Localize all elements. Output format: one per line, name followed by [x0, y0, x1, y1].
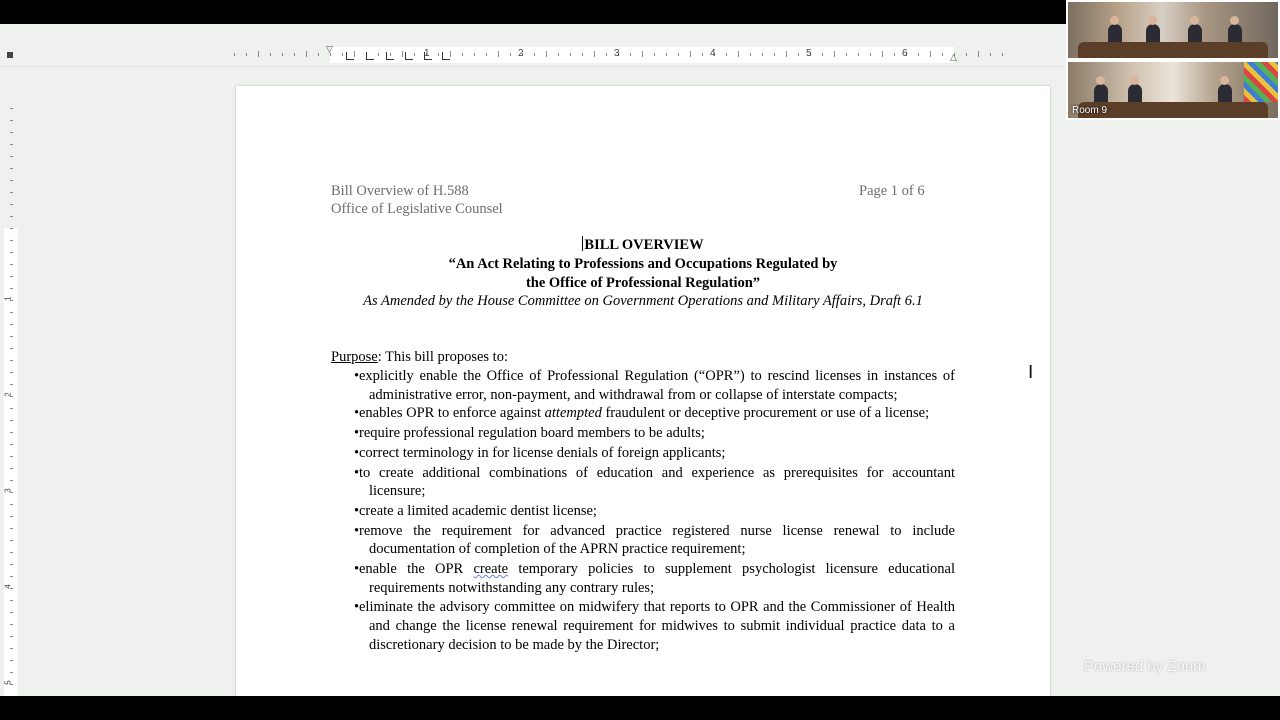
ruler-tick — [342, 53, 343, 56]
vertical-ruler-number: 3 — [3, 488, 13, 493]
ruler-tick — [378, 53, 379, 56]
ruler-tick — [894, 53, 895, 56]
vertical-ruler-number: 2 — [3, 392, 13, 397]
ruler-tick — [690, 51, 691, 57]
ruler-number: 5 — [806, 48, 812, 59]
ruler-tick — [582, 53, 583, 56]
purpose-label: Purpose — [331, 349, 378, 365]
ruler-tick — [438, 53, 439, 56]
vertical-ruler-tick — [10, 648, 13, 649]
vertical-ruler-tick — [10, 168, 13, 169]
ruler-tick — [450, 51, 451, 57]
purpose-line — [331, 348, 508, 367]
list-item — [331, 560, 955, 597]
bottom-black-bar — [0, 696, 1280, 720]
ruler-tick — [978, 51, 979, 57]
document-page[interactable] — [236, 86, 1050, 696]
tab-stop-icon[interactable] — [366, 52, 374, 60]
list-item — [331, 404, 955, 423]
ruler-tick — [738, 51, 739, 57]
list-item-text: fraudulent or deceptive procurement or use of a license; — [605, 405, 930, 422]
list-item: • correct terminology in for license denials of foreign applicants; — [331, 444, 955, 463]
list-item: • require professional regulation board members to be adults; — [331, 424, 955, 443]
ruler-tick — [858, 53, 859, 56]
vertical-ruler-tick — [10, 228, 13, 229]
ruler-tick — [510, 53, 511, 56]
ruler-tick — [678, 53, 679, 56]
ruler-tick — [594, 51, 595, 57]
ruler-tick — [726, 53, 727, 56]
horizontal-ruler[interactable] — [0, 44, 1066, 67]
ruler-tick — [486, 53, 487, 56]
ruler-number: 1 — [424, 48, 430, 59]
vertical-ruler-tick — [10, 216, 13, 217]
vertical-ruler-tick — [10, 420, 13, 421]
tab-selector-icon[interactable] — [7, 52, 13, 58]
list-item: • explicitly enable the Office of Professional Regulation (“OPR”) to rescind licenses in instances of administrative error, non-payment, and withdrawal from or collapse of interstate compacts; — [331, 367, 955, 404]
vertical-ruler-tick — [10, 276, 13, 277]
ruler-tick — [798, 53, 799, 56]
ruler-tick — [990, 53, 991, 56]
document-title — [236, 236, 1050, 255]
page-number: Page 1 of 6 — [859, 183, 925, 199]
ruler-number: 2 — [518, 48, 524, 59]
vertical-ruler-tick — [10, 636, 13, 637]
document-workspace[interactable] — [0, 24, 1280, 696]
ruler-tick — [918, 53, 919, 56]
vertical-ruler-tick — [10, 108, 13, 109]
vertical-ruler-tick — [10, 264, 13, 265]
ruler-tick — [606, 53, 607, 56]
ruler-tick — [570, 53, 571, 56]
ruler-tick — [414, 53, 415, 56]
ruler-number: 4 — [710, 48, 716, 59]
vertical-ruler-tick — [10, 624, 13, 625]
tab-stop-icon[interactable] — [405, 52, 413, 60]
tab-stop-icon[interactable] — [346, 52, 354, 60]
vertical-ruler-tick — [10, 144, 13, 145]
page-header-left — [331, 182, 503, 218]
ruler-tick — [294, 53, 295, 56]
list-item: • create a limited academic dentist license; — [331, 502, 955, 521]
list-item-emphasis: attempted — [544, 405, 602, 422]
ruler-tick — [702, 53, 703, 56]
room-label: Room 9 — [1072, 105, 1108, 116]
vertical-ruler-tick — [10, 324, 13, 325]
vertical-ruler-tick — [10, 252, 13, 253]
vertical-ruler-tick — [10, 312, 13, 313]
header-office: Office of Legislative Counsel — [331, 201, 503, 217]
header-bill-name: Bill Overview of H.588 — [331, 183, 469, 199]
ruler-tick — [666, 53, 667, 56]
vertical-ruler-tick — [10, 456, 13, 457]
ruler-tick — [234, 53, 235, 56]
vertical-ruler-tick — [10, 156, 13, 157]
vertical-ruler-tick — [10, 576, 13, 577]
ruler-number: 6 — [902, 48, 908, 59]
ruler-tick — [786, 51, 787, 57]
vertical-ruler-tick — [10, 240, 13, 241]
vertical-ruler-tick — [10, 348, 13, 349]
ruler-tick — [546, 51, 547, 57]
ruler-tick — [834, 51, 835, 57]
vertical-ruler-tick — [10, 372, 13, 373]
list-item: • remove the requirement for advanced practice registered nurse license renewal to include documentation of completion of the APRN practice requirement; — [331, 522, 955, 559]
ruler-tick — [630, 53, 631, 56]
list-item: • to create additional combinations of education and experience as prerequisites for accountant licensure; — [331, 464, 955, 501]
vertical-ruler-tick — [10, 540, 13, 541]
ruler-tick — [270, 53, 271, 56]
ruler-tick — [306, 51, 307, 57]
right-indent-icon[interactable]: △ — [950, 53, 957, 63]
zoom-watermark: Powered by Zoom — [1084, 658, 1206, 675]
vertical-ruler-tick — [10, 432, 13, 433]
vertical-ruler-tick — [10, 288, 13, 289]
ruler-tick — [474, 53, 475, 56]
vertical-ruler-tick — [10, 504, 13, 505]
ruler-tick — [534, 53, 535, 56]
vertical-ruler-tick — [10, 672, 13, 673]
vertical-ruler-number: 1 — [3, 296, 13, 301]
list-item-text: enable the OPR — [359, 561, 474, 578]
ruler-tick — [282, 53, 283, 56]
video-tile[interactable] — [1068, 2, 1278, 58]
ruler-tick — [246, 53, 247, 56]
vertical-ruler-tick — [10, 180, 13, 181]
vertical-ruler-tick — [10, 360, 13, 361]
ruler-tick — [258, 51, 259, 57]
list-item-text: temporary policies to supplement psychologist licensure educational requirements notwithstanding any contrary rules; — [369, 561, 955, 596]
ruler-tick — [654, 53, 655, 56]
first-line-indent-icon[interactable]: ▽ — [326, 45, 333, 55]
vertical-ruler-tick — [10, 132, 13, 133]
vertical-ruler-tick — [10, 204, 13, 205]
vertical-ruler-tick — [10, 192, 13, 193]
ruler-tick — [966, 53, 967, 56]
vertical-ruler-tick — [10, 564, 13, 565]
list-item-text: enables OPR to enforce against — [359, 405, 545, 422]
tab-stop-icon[interactable] — [424, 52, 432, 60]
ruler-tick — [882, 51, 883, 57]
amended-note: As Amended by the House Committee on Government Operations and Military Affairs, Draft 6.1 — [363, 293, 923, 309]
vertical-ruler-tick — [10, 120, 13, 121]
ruler-tick — [642, 51, 643, 57]
zoom-video-strip[interactable] — [1066, 0, 1280, 120]
vertical-ruler-tick — [10, 336, 13, 337]
ruler-tick — [558, 53, 559, 56]
vertical-ruler-tick — [10, 384, 13, 385]
ruler-tick — [942, 53, 943, 56]
ruler-tick — [870, 53, 871, 56]
ruler-tick — [774, 53, 775, 56]
ruler-tick — [822, 53, 823, 56]
purpose-text: : This bill proposes to: — [377, 349, 508, 365]
ruler-tick — [402, 51, 403, 57]
ruler-tick — [354, 51, 355, 57]
ruler-tick — [318, 53, 319, 56]
vertical-ruler-tick — [10, 480, 13, 481]
vertical-ruler-tick — [10, 612, 13, 613]
vertical-ruler-tick — [10, 600, 13, 601]
title-text: BILL OVERVIEW — [584, 237, 704, 253]
ruler-number: 3 — [614, 48, 620, 59]
ruler-tick — [750, 53, 751, 56]
vertical-ruler-tick — [10, 516, 13, 517]
video-tile-room[interactable] — [1068, 62, 1278, 118]
ruler-tick — [846, 53, 847, 56]
ibeam-cursor-icon: I — [1028, 362, 1034, 383]
vertical-ruler-tick — [10, 528, 13, 529]
act-title-line-1: “An Act Relating to Professions and Occupations Regulated by — [448, 256, 838, 272]
vertical-ruler-tick — [10, 552, 13, 553]
tab-stop-icon[interactable] — [386, 52, 394, 60]
ruler-tick — [762, 53, 763, 56]
vertical-ruler-tick — [10, 408, 13, 409]
vertical-ruler-tick — [10, 468, 13, 469]
ruler-tick — [1002, 53, 1003, 56]
vertical-ruler[interactable] — [0, 68, 22, 696]
ruler-tick — [498, 51, 499, 57]
ruler-tick — [930, 51, 931, 57]
list-item: • eliminate the advisory committee on midwifery that reports to OPR and the Commissioner of Health and change the license renewal requirement for midwives to submit individual practice data to a discretionary decision to be made by the Director; — [331, 598, 955, 654]
vertical-ruler-tick — [10, 444, 13, 445]
tab-stop-icon[interactable] — [442, 52, 450, 60]
spellcheck-flagged-word[interactable]: create — [473, 561, 509, 578]
vertical-ruler-tick — [10, 660, 13, 661]
act-title-line-2: the Office of Professional Regulation” — [525, 275, 761, 291]
vertical-ruler-number: 5 — [3, 680, 13, 685]
purpose-bullet-list — [331, 367, 955, 656]
vertical-ruler-number: 4 — [3, 584, 13, 589]
ruler-tick — [462, 53, 463, 56]
